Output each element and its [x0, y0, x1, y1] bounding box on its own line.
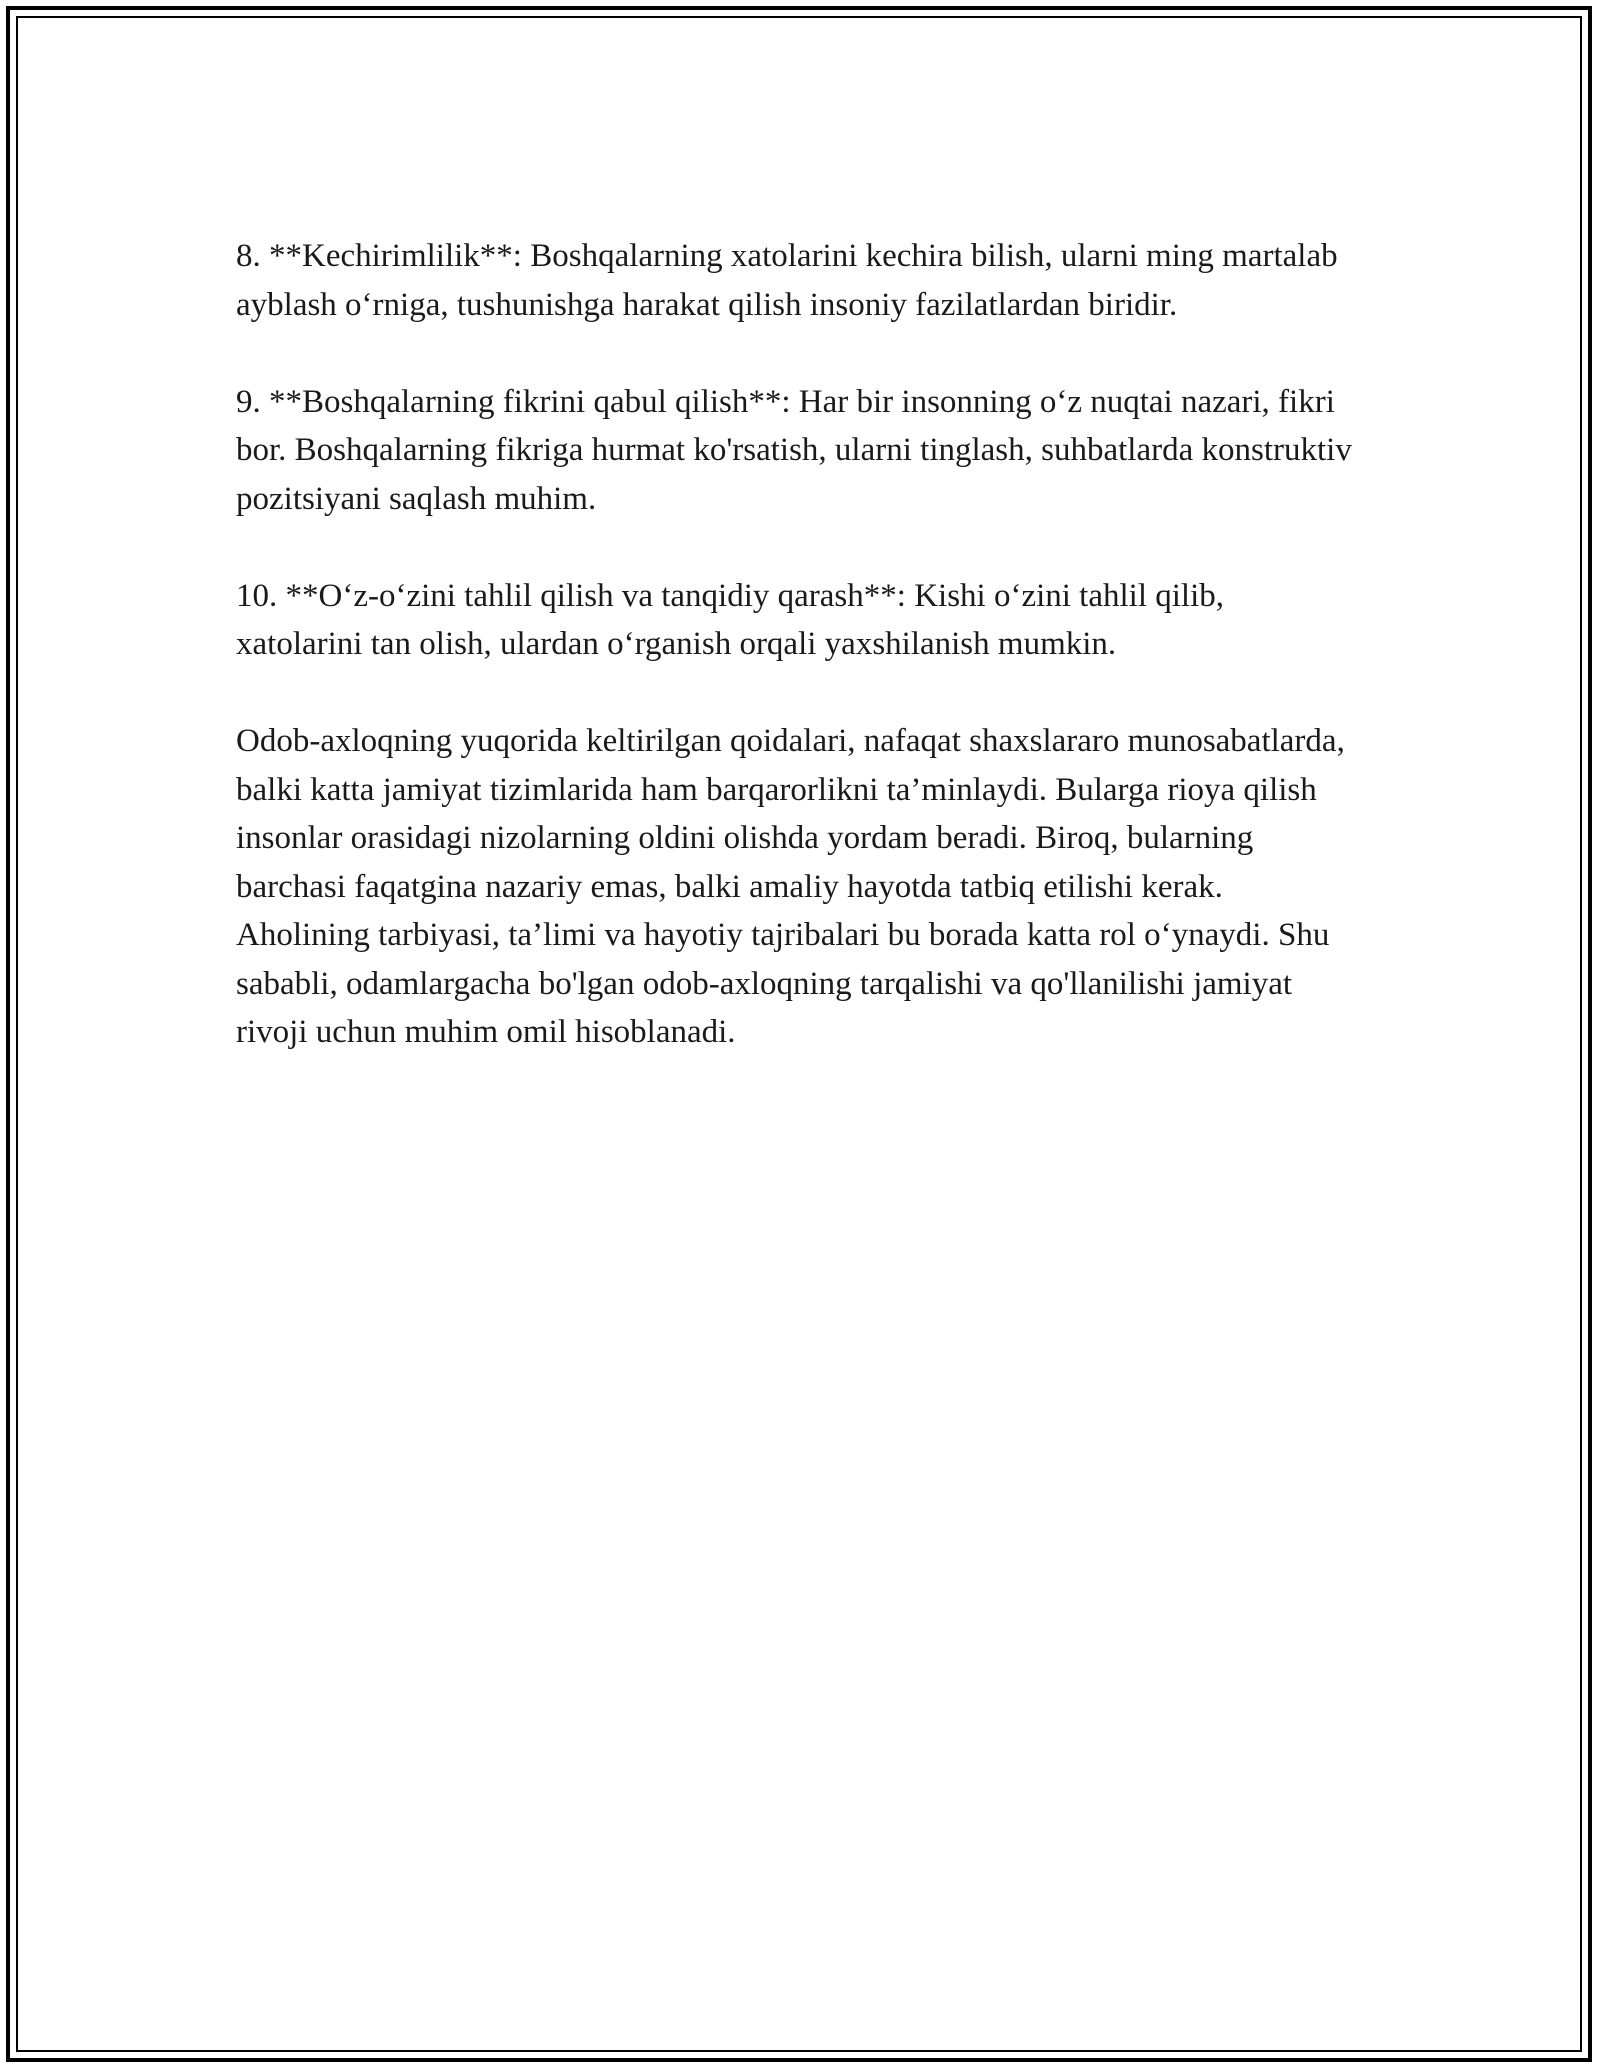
- paragraph-kechirimlilik: 8. **Kechirimlilik**: Boshqalarning xatolarini kechira bilish, ularni ming martalab ayblash o‘rniga, tushunishga harakat qilish insoniy fazilatlardan biridir.: [236, 238, 1338, 323]
- paragraph-fikrini-qabul-qilish: 9. **Boshqalarning fikrini qabul qilish**: Har bir insonning o‘z nuqtai nazari, fikri bor. Boshqalarning fikriga hurmat ko'rsatish, ularni tinglash, suhbatlarda konstruktiv pozitsiyani saqlash muhim.: [236, 383, 1352, 517]
- paragraph-ozini-tahlil-qilish: 10. **O‘z-o‘zini tahlil qilish va tanqidiy qarash**: Kishi o‘zini tahlil qilib, xatolarini tan olish, ulardan o‘rganish orqali yaxshilanish mumkin.: [236, 577, 1225, 662]
- paragraph-conclusion: Odob-axloqning yuqorida keltirilgan qoidalari, nafaqat shaxslararo munosabatlarda, balki katta jamiyat tizimlarida ham barqarorlikni ta’minlaydi. Bularga rioya qilish insonlar orasidagi nizolarning oldini olishda yordam beradi. Biroq, bularning barchasi faqatgina nazariy emas, balki amaliy hayotda tatbiq etilishi kerak. Aholining tarbiyasi, ta’limi va hayotiy tajribalari bu borada katta rol o‘ynaydi. Shu sababli, odamlargacha bo'lgan odob-axloqning tarqalishi va qo'llanilishi jamiyat rivoji uchun muhim omil hisoblanadi.: [236, 723, 1345, 1050]
- document-body: [236, 232, 1356, 1057]
